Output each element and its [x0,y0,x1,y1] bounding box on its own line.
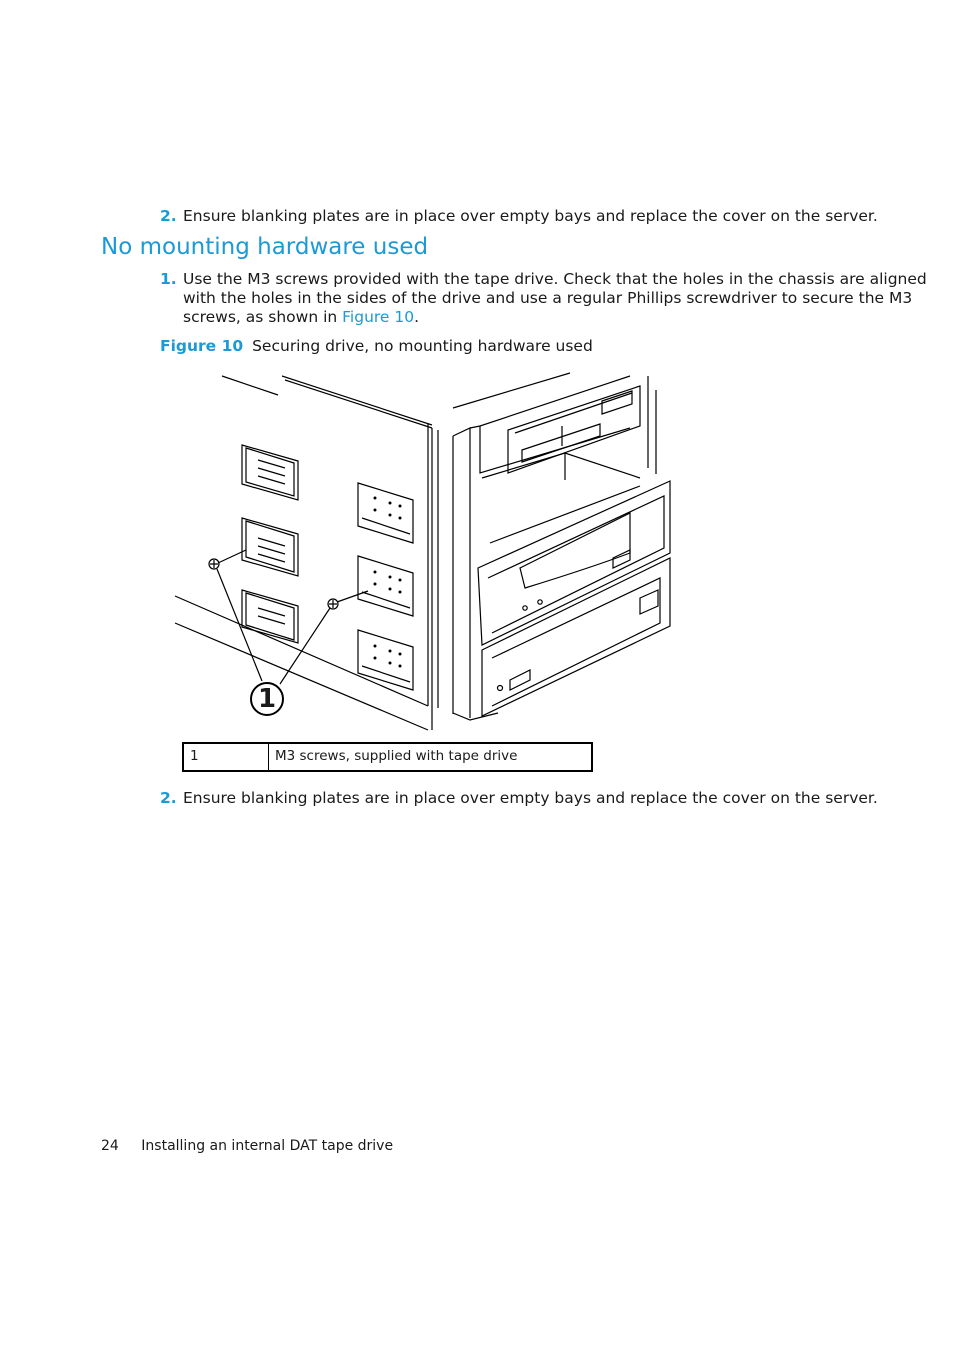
step-line-post: . [414,308,420,326]
page-number: 24 [101,1138,119,1154]
legend-key: 1 [183,743,269,771]
figure-label: Figure 10 [160,337,244,355]
chassis-slot-3 [242,590,298,643]
figure-caption-text: Securing drive, no mounting hardware used [252,337,593,355]
chassis-slot-4 [358,483,413,543]
screw-1 [209,550,246,569]
table-row [183,743,592,771]
chassis-slot-1 [242,445,298,500]
section-heading: No mounting hardware used [101,234,429,260]
step-line [183,308,863,327]
step-line: Use the M3 screws provided with the tape drive. Check that the holes in the chassis are aligned [183,270,927,288]
chassis-slot-2 [242,518,298,576]
step-number: 2. [160,207,177,225]
chassis-slot-6 [358,630,413,690]
chassis-slot-5 [358,556,413,616]
page-footer [101,1138,393,1154]
step-number: 1. [160,270,177,288]
step-text: Ensure blanking plates are in place over empty bays and replace the cover on the server. [183,789,878,807]
legend-value: M3 screws, supplied with tape drive [269,743,593,771]
callout-1 [250,682,284,716]
step-text: Ensure blanking plates are in place over empty bays and replace the cover on the server. [183,207,878,225]
figure-illustration [170,368,680,733]
figure-caption [160,337,593,355]
callout-number: 1 [257,684,277,714]
figure-legend-table [182,742,593,772]
tape-drive [478,481,670,645]
step-line-pre: screws, as shown in [183,308,343,326]
floppy-drive [508,386,640,473]
step-number: 2. [160,789,177,807]
footer-title: Installing an internal DAT tape drive [141,1138,394,1154]
figure-10-link[interactable]: Figure 10 [342,308,415,326]
step-line: with the holes in the sides of the drive and use a regular Phillips screwdriver to secure the M3 [183,289,913,307]
lower-bay [482,558,670,716]
step-text [183,270,927,327]
